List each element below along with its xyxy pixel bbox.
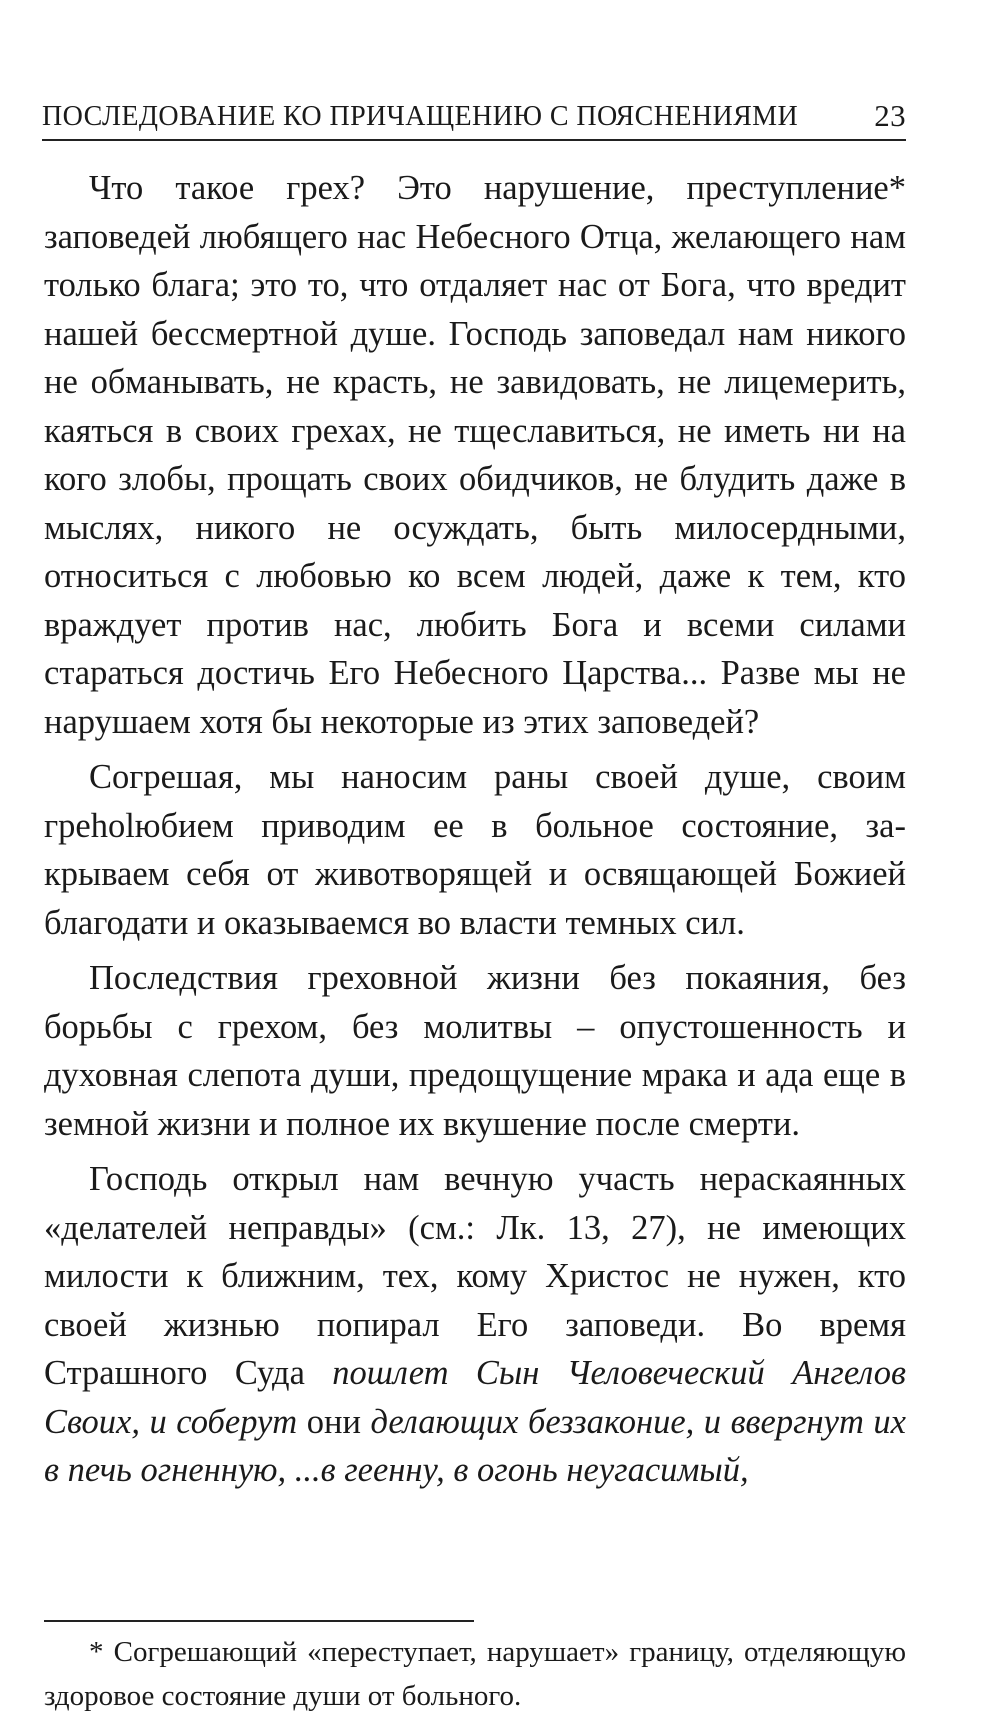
scripture-quote: пошлет Сын Человеческий Ангелов Своих, и соберут <box>44 1354 906 1441</box>
paragraph: Согрешая, мы наносим раны своей душе, своим греholюбием приводим ее в больное состояние, закрываем себя от животворящей и освящающей Божией благодати и оказываемся во власти темных сил. <box>44 758 906 942</box>
paragraph: Последствия греховной жизни без покаяния, без борьбы с грехом, без молитвы – опустошенность и духовная слепота души, предощущение мрака и ада еще в земной жизни и полное их вкушение после смерти. <box>44 959 906 1143</box>
text-run: они <box>297 1402 371 1441</box>
page-number: 23 <box>874 98 906 133</box>
scripture-quote: делающих беззаконие, и ввергнут их в печь огненную, ...в геенну, в огонь неугасимый, <box>44 1402 906 1489</box>
paragraph: Что такое грех? Это нарушение, преступление* заповедей любящего нас Небесного Отца, желающего нам только блага; это то, что отдаляет нас от Бога, что вредит нашей бессмертной душе. Господь заповедал нам никого не обманывать, не красть, не завидовать, не лицемерить, каяться в своих грехах, не тщеславиться, не иметь ни на кого злобы, прощать своих обидчиков, не блудить даже в мыслях, никого не осуждать, быть милосердными, относиться с любовью ко всем людей, даже к тем, кто враждует против нас, любить Бога и всеми силами стараться достичь Его Небесного Царства... Разве мы не нарушаем хотя бы некоторые из этих заповедей? <box>44 169 906 741</box>
running-title: ПОСЛЕДОВАНИЕ КО ПРИЧАЩЕНИЮ С ПОЯСНЕНИЯМИ <box>42 101 799 132</box>
footnote-rule <box>44 1620 474 1622</box>
text-run: Господь открыл нам вечную участь нераскаянных «делателей неправды» (см.: Лк. 13, 27), не имеющих милости к ближним, тех, кому Христос не нужен, кто своей жизнью попирал Его заповеди. Во время Страшного Суда <box>44 1160 906 1392</box>
footnote <box>44 1630 906 1718</box>
main-text <box>44 164 906 1495</box>
footnote-text: * Согрешающий «переступает, нарушает» границу, отделяющую здоровое состояние души от больного. <box>44 1636 906 1712</box>
running-header <box>42 100 906 141</box>
paragraph-last <box>44 1155 906 1495</box>
